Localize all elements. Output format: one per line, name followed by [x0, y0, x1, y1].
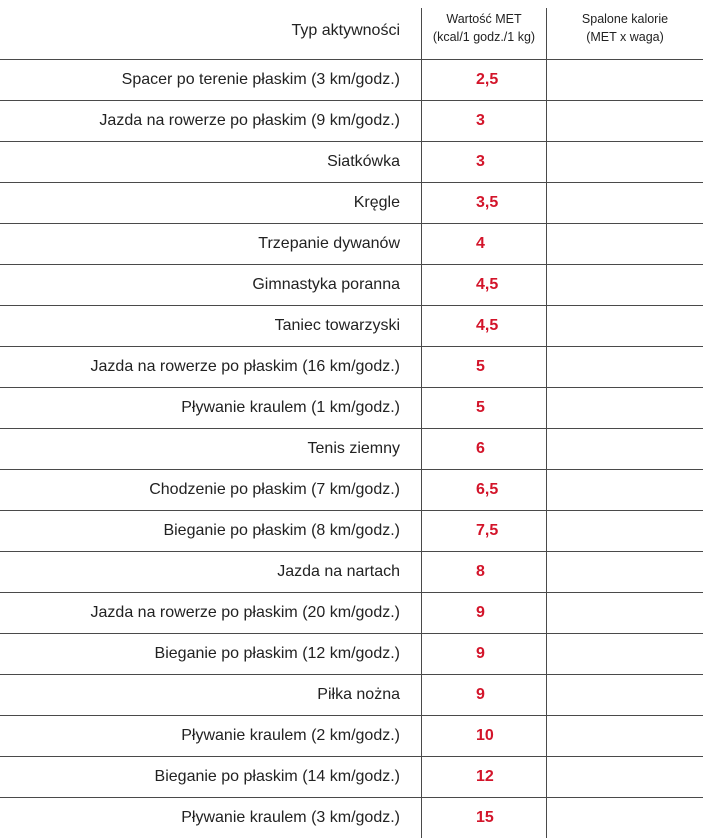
- activity-cell: Siatkówka: [327, 153, 400, 170]
- activity-cell: Bieganie po płaskim (8 km/godz.): [163, 522, 400, 539]
- header-met-line2: (kcal/1 godz./1 kg): [432, 30, 536, 44]
- column-divider: [546, 142, 547, 182]
- table-row: [0, 757, 703, 798]
- column-divider: [421, 593, 422, 633]
- activity-cell: Spacer po terenie płaskim (3 km/godz.): [121, 71, 400, 88]
- column-divider: [546, 716, 547, 756]
- met-value-cell: 9: [476, 645, 485, 662]
- table-row: [0, 60, 703, 101]
- column-divider: [546, 757, 547, 797]
- activity-cell: Jazda na rowerze po płaskim (20 km/godz.): [90, 604, 400, 621]
- column-divider: [546, 101, 547, 141]
- table-body: [0, 60, 703, 838]
- column-divider: [421, 265, 422, 305]
- column-divider: [421, 142, 422, 182]
- activity-cell: Bieganie po płaskim (12 km/godz.): [154, 645, 400, 662]
- column-divider: [421, 511, 422, 551]
- activity-cell: Jazda na rowerze po płaskim (9 km/godz.): [99, 112, 400, 129]
- column-divider: [421, 470, 422, 510]
- activity-cell: Bieganie po płaskim (14 km/godz.): [154, 768, 400, 785]
- column-divider: [546, 306, 547, 346]
- column-divider: [421, 183, 422, 223]
- header-met-line1: Wartość MET: [446, 12, 522, 26]
- column-divider: [546, 429, 547, 469]
- column-divider: [421, 757, 422, 797]
- met-value-cell: 3: [476, 153, 485, 170]
- met-value-cell: 3,5: [476, 194, 499, 211]
- column-divider: [421, 8, 422, 59]
- met-value-cell: 5: [476, 358, 485, 375]
- activity-cell: Trzepanie dywanów: [258, 235, 400, 252]
- met-value-cell: 4,5: [476, 276, 499, 293]
- met-value-cell: 7,5: [476, 522, 499, 539]
- met-value-cell: 3: [476, 112, 485, 129]
- column-divider: [546, 675, 547, 715]
- table-row: [0, 183, 703, 224]
- table-row: [0, 798, 703, 838]
- met-value-cell: 12: [476, 768, 494, 785]
- activity-cell: Kręgle: [353, 194, 400, 211]
- column-divider: [546, 183, 547, 223]
- met-value-cell: 9: [476, 604, 485, 621]
- activity-cell: Chodzenie po płaskim (7 km/godz.): [149, 481, 400, 498]
- met-value-cell: 4,5: [476, 317, 499, 334]
- column-divider: [546, 60, 547, 100]
- header-calories-line2: (MET x waga): [586, 30, 664, 44]
- table-row: [0, 142, 703, 183]
- table-row: [0, 634, 703, 675]
- column-divider: [546, 511, 547, 551]
- met-value-cell: 4: [476, 235, 485, 252]
- column-divider: [421, 429, 422, 469]
- table-row: [0, 388, 703, 429]
- column-divider: [546, 593, 547, 633]
- table-row: [0, 511, 703, 552]
- column-divider: [421, 101, 422, 141]
- activity-cell: Jazda na rowerze po płaskim (16 km/godz.): [90, 358, 400, 375]
- table-row: [0, 552, 703, 593]
- column-divider: [421, 552, 422, 592]
- activity-cell: Jazda na nartach: [277, 563, 400, 580]
- column-divider: [421, 798, 422, 838]
- column-divider: [546, 634, 547, 674]
- activity-cell: Gimnastyka poranna: [252, 276, 400, 293]
- met-value-cell: 2,5: [476, 71, 499, 88]
- table-header: [0, 0, 703, 60]
- table-row: [0, 306, 703, 347]
- met-value-cell: 8: [476, 563, 485, 580]
- table-row: [0, 716, 703, 757]
- met-value-cell: 10: [476, 727, 494, 744]
- activity-cell: Tenis ziemny: [307, 440, 400, 457]
- column-divider: [546, 470, 547, 510]
- column-divider: [421, 716, 422, 756]
- table-row: [0, 470, 703, 511]
- activity-cell: Piłka nożna: [317, 686, 400, 703]
- table-row: [0, 101, 703, 142]
- column-divider: [546, 224, 547, 264]
- column-divider: [546, 265, 547, 305]
- column-divider: [546, 388, 547, 428]
- column-divider: [546, 552, 547, 592]
- column-divider: [421, 388, 422, 428]
- activity-cell: Pływanie kraulem (3 km/godz.): [181, 809, 400, 826]
- column-divider: [421, 634, 422, 674]
- header-calories: [547, 10, 703, 46]
- table-row: [0, 593, 703, 634]
- column-divider: [546, 798, 547, 838]
- activity-cell: Pływanie kraulem (2 km/godz.): [181, 727, 400, 744]
- column-divider: [546, 347, 547, 387]
- table-row: [0, 224, 703, 265]
- header-met: [422, 10, 546, 46]
- activity-cell: Taniec towarzyski: [274, 317, 400, 334]
- column-divider: [421, 224, 422, 264]
- met-value-cell: 6: [476, 440, 485, 457]
- table-row: [0, 675, 703, 716]
- table-row: [0, 429, 703, 470]
- column-divider: [546, 8, 547, 59]
- column-divider: [421, 675, 422, 715]
- table-row: [0, 265, 703, 306]
- met-value-cell: 15: [476, 809, 494, 826]
- activity-cell: Pływanie kraulem (1 km/godz.): [181, 399, 400, 416]
- column-divider: [421, 60, 422, 100]
- column-divider: [421, 306, 422, 346]
- met-value-cell: 5: [476, 399, 485, 416]
- column-divider: [421, 347, 422, 387]
- met-value-cell: 6,5: [476, 481, 499, 498]
- table-row: [0, 347, 703, 388]
- header-calories-line1: Spalone kalorie: [581, 12, 669, 26]
- met-value-cell: 9: [476, 686, 485, 703]
- header-activity: Typ aktywności: [291, 22, 400, 39]
